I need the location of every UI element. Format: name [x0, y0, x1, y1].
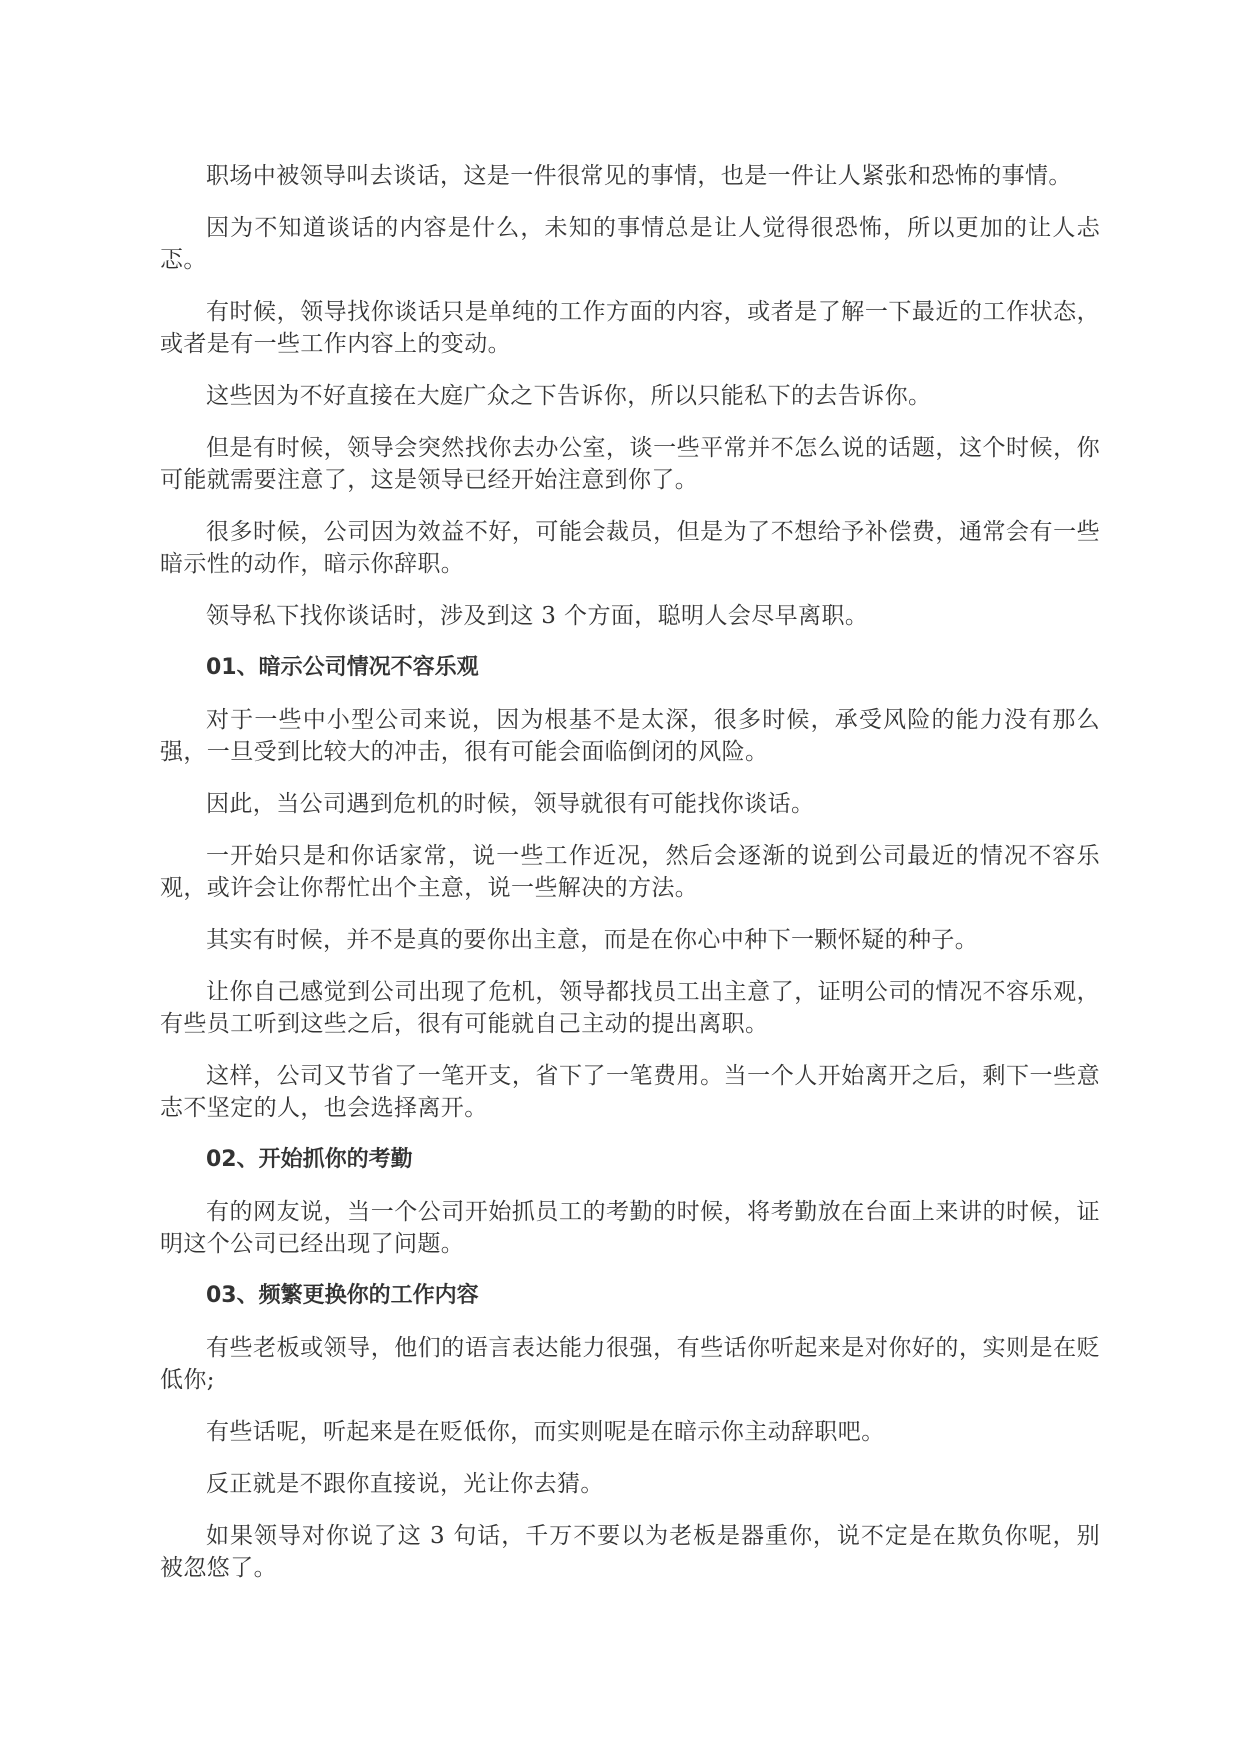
paragraph: 有些老板或领导，他们的语言表达能力很强，有些话你听起来是对你好的，实则是在贬低你;	[160, 1335, 1100, 1393]
paragraph: 这样，公司又节省了一笔开支，省下了一笔费用。当一个人开始离开之后，剩下一些意志不坚定的人，也会选择离开。	[160, 1063, 1100, 1121]
paragraph: 一开始只是和你话家常，说一些工作近况，然后会逐渐的说到公司最近的情况不容乐观，或许会让你帮忙出个主意，说一些解决的方法。	[160, 843, 1100, 901]
paragraph: 很多时候，公司因为效益不好，可能会裁员，但是为了不想给予补偿费，通常会有一些暗示性的动作，暗示你辞职。	[160, 519, 1100, 577]
section-heading: 02、开始抓你的考勤	[206, 1147, 413, 1172]
paragraph: 如果领导对你说了这 3 句话，千万不要以为老板是器重你，说不定是在欺负你呢，别被忽悠了。	[160, 1523, 1100, 1581]
paragraph: 有的网友说，当一个公司开始抓员工的考勤的时候，将考勤放在台面上来讲的时候，证明这个公司已经出现了问题。	[160, 1199, 1100, 1257]
section-heading: 01、暗示公司情况不容乐观	[206, 655, 479, 680]
paragraph: 因此，当公司遇到危机的时候，领导就很有可能找你谈话。	[206, 791, 815, 817]
section-heading: 03、频繁更换你的工作内容	[206, 1283, 479, 1308]
paragraph: 其实有时候，并不是真的要你出主意，而是在你心中种下一颗怀疑的种子。	[206, 927, 979, 953]
paragraph: 反正就是不跟你直接说，光让你去猜。	[206, 1471, 604, 1497]
paragraph: 对于一些中小型公司来说，因为根基不是太深，很多时候，承受风险的能力没有那么强，一旦受到比较大的冲击，很有可能会面临倒闭的风险。	[160, 707, 1100, 765]
paragraph: 有些话呢，听起来是在贬低你，而实则呢是在暗示你主动辞职吧。	[206, 1419, 885, 1445]
paragraph: 领导私下找你谈话时，涉及到这 3 个方面，聪明人会尽早离职。	[206, 603, 869, 629]
paragraph: 让你自己感觉到公司出现了危机，领导都找员工出主意了，证明公司的情况不容乐观，有些员工听到这些之后，很有可能就自己主动的提出离职。	[160, 979, 1100, 1037]
document-body	[160, 160, 1100, 1604]
paragraph: 因为不知道谈话的内容是什么，未知的事情总是让人觉得很恐怖，所以更加的让人忐忑。	[160, 215, 1100, 273]
paragraph: 这些因为不好直接在大庭广众之下告诉你，所以只能私下的去告诉你。	[206, 383, 932, 409]
paragraph: 有时候，领导找你谈话只是单纯的工作方面的内容，或者是了解一下最近的工作状态，或者是有一些工作内容上的变动。	[160, 299, 1100, 357]
paragraph: 职场中被领导叫去谈话，这是一件很常见的事情，也是一件让人紧张和恐怖的事情。	[206, 163, 1072, 189]
paragraph: 但是有时候，领导会突然找你去办公室，谈一些平常并不怎么说的话题，这个时候，你可能就需要注意了，这是领导已经开始注意到你了。	[160, 435, 1100, 493]
